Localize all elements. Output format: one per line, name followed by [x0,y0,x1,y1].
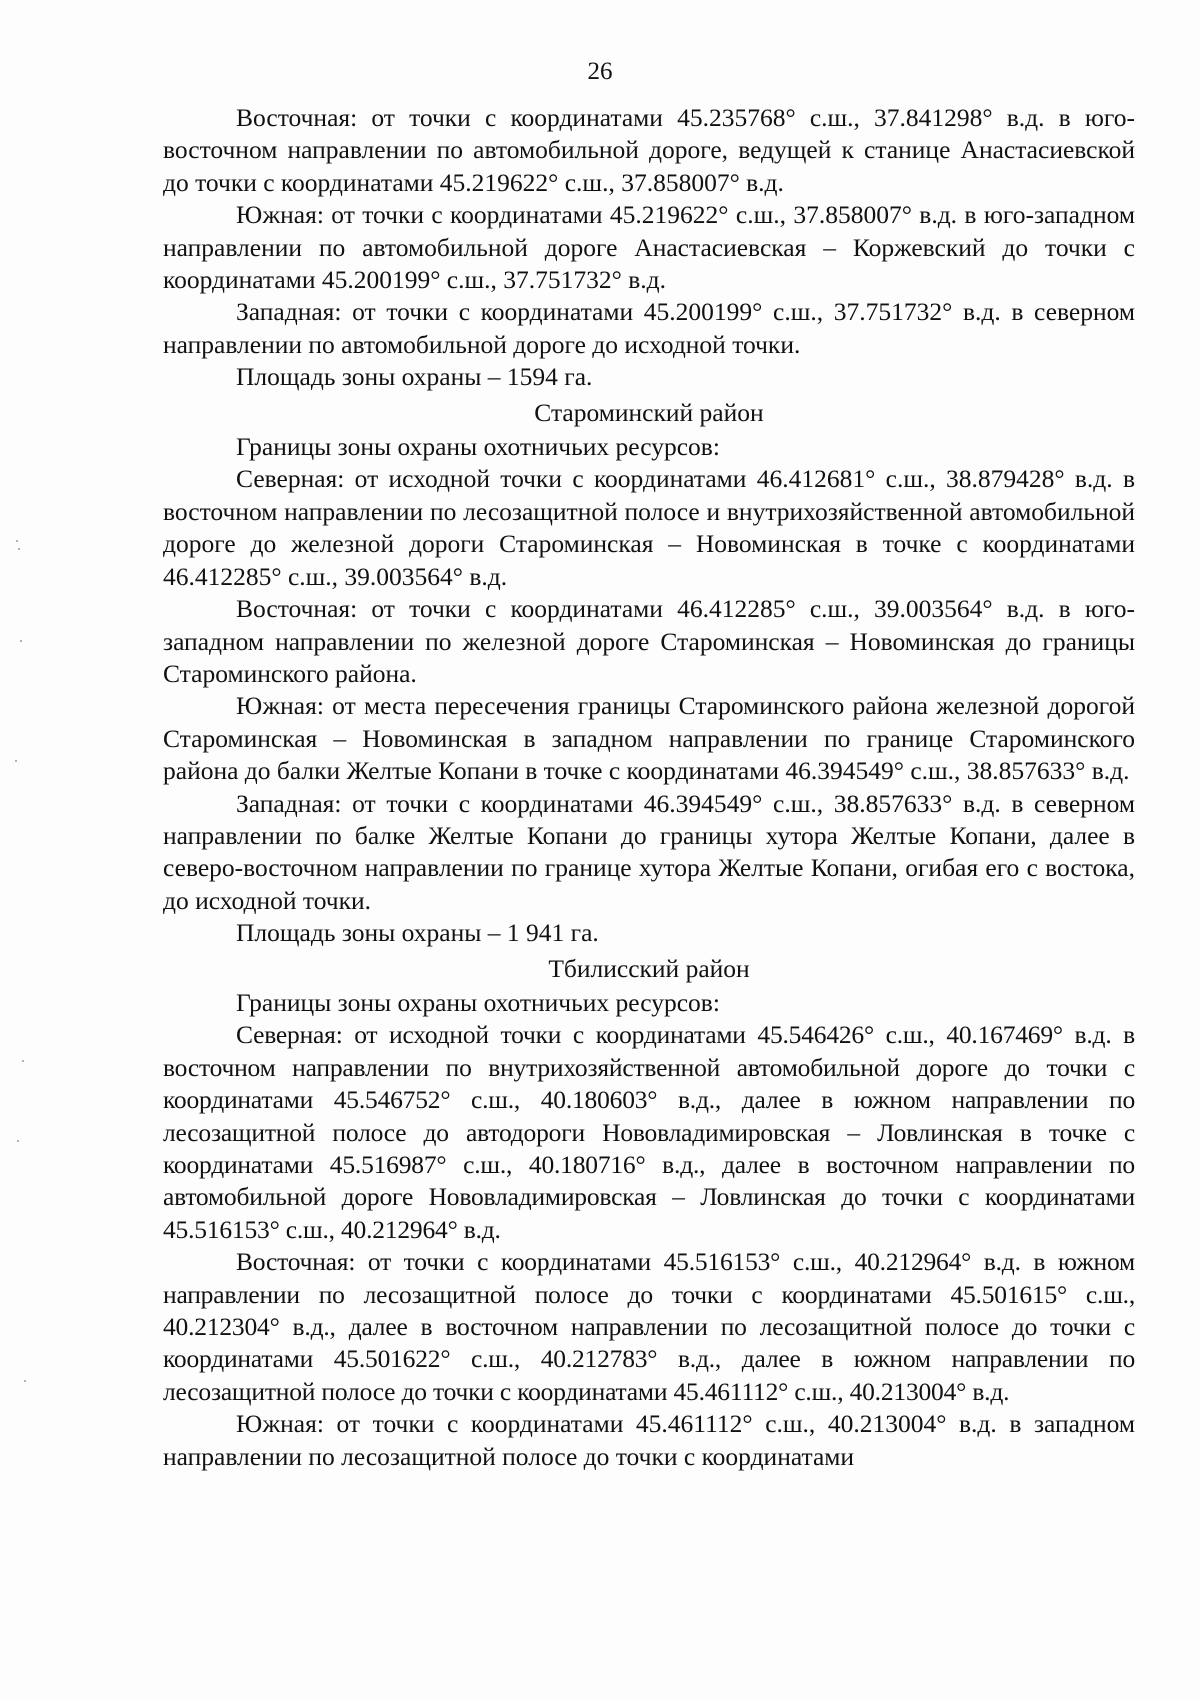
paragraph-intro-starominsky: Границы зоны охраны охотничьих ресурсов: [236,432,720,462]
section-heading-tbilissky: Тбилисский район [548,953,750,983]
scan-noise [12,0,42,1699]
paragraph-east-boundary-starominsky: Восточная: от точки с координатами 46.412285° с.ш., 39.003564° в.д. в юго-западном направлении по железной дороге Староминская – Новоминская до границы Староминского района. [163,594,1135,688]
paragraph-area-1: Площадь зоны охраны – 1594 га. [236,362,593,392]
paragraph-area-starominsky: Площадь зоны охраны – 1 941 га. [236,918,599,948]
page-number: 26 [587,58,613,85]
paragraph-east-boundary-1: Восточная: от точки с координатами 45.235768° с.ш., 37.841298° в.д. в юго-восточном направлении по автомобильной дороге, ведущей к станице Анастасиевской до точки с координатами 45.219622° с.ш., 37.858007° в.д. [163,103,1135,197]
paragraph-west-boundary-starominsky: Западная: от точки с координатами 46.394549° с.ш., 38.857633° в.д. в северном направлении по балке Желтые Копани до границы хутора Желтые Копани, далее в северо-восточном направлении по границе хутора Желтые Копани, огибая его с востока, до исходной точки. [163,788,1135,915]
paragraph-north-boundary-starominsky: Северная: от исходной точки с координатами 46.412681° с.ш., 38.879428° в.д. в восточном направлении по лесозащитной полосе и внутрихозяйственной автомобильной дороге до железной дороги Староминская – Новоминская в точке с координатами 46.412285° с.ш., 39.003564° в.д. [163,464,1135,591]
paragraph-north-boundary-tbilissky: Северная: от исходной точки с координатами 45.546426° с.ш., 40.167469° в.д. в восточном направлении по внутрихозяйственной автомобильной дороге до точки с координатами 45.546752° с.ш., 40.180603° в.д., далее в южном направлении по лесозащитной полосе до автодороги Нововладимировская – Ловлинская в точке с координатами 45.516987° с.ш., 40.180716° в.д., далее в восточном направлении по автомобильной дороге Нововладимировская – Ловлинская до точки с координатами 45.516153° с.ш., 40.212964° в.д. [163,1020,1135,1244]
paragraph-west-boundary-1: Западная: от точки с координатами 45.200199° с.ш., 37.751732° в.д. в северном направлении по автомобильной дороге до исходной точки. [163,297,1135,359]
paragraph-south-boundary-tbilissky: Южная: от точки с координатами 45.461112° с.ш., 40.213004° в.д. в западном направлении по лесозащитной полосе до точки с координатами [163,1409,1135,1471]
paragraph-south-boundary-1: Южная: от точки с координатами 45.219622° с.ш., 37.858007° в.д. в юго-западном направлении по автомобильной дороге Анастасиевская – Коржевский до точки с координатами 45.200199° с.ш., 37.751732° в.д. [163,200,1135,295]
paragraph-intro-tbilissky: Границы зоны охраны охотничьих ресурсов: [236,987,720,1017]
section-heading-starominsky: Староминский район [534,397,764,427]
paragraph-east-boundary-tbilissky: Восточная: от точки с координатами 45.516153° с.ш., 40.212964° в.д. в южном направлении по лесозащитной полосе до точки с координатами 45.501615° с.ш., 40.212304° в.д., далее в восточном направлении по лесозащитной полосе до точки с координатами 45.501622° с.ш., 40.212783° в.д., далее в южном направлении по лесозащитной полосе до точки с координатами 45.461112° с.ш., 40.213004° в.д. [163,1247,1135,1406]
document-body [163,102,1135,1473]
paragraph-south-boundary-starominsky: Южная: от места пересечения границы Староминского района железной дорогой Староминская – Новоминская в западном направлении по границе Староминского района до балки Желтые Копани в точке с координатами 46.394549° с.ш., 38.857633° в.д. [163,691,1135,786]
